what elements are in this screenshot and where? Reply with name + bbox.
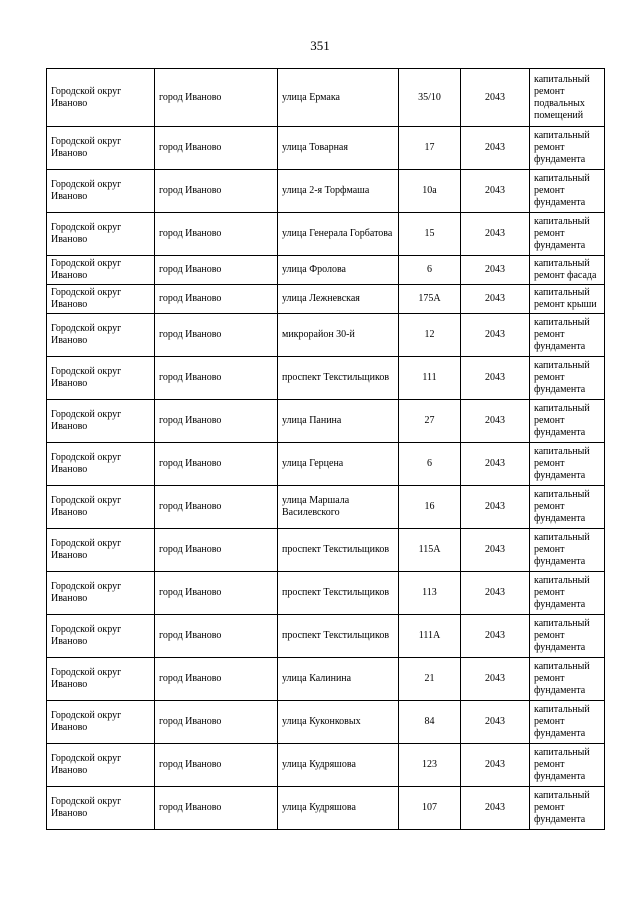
street-cell: проспект Текстильщиков bbox=[278, 572, 399, 615]
district-cell: Городской округ Иваново bbox=[47, 170, 155, 213]
district-cell: Городской округ Иваново bbox=[47, 486, 155, 529]
house-cell: 113 bbox=[399, 572, 461, 615]
year-cell: 2043 bbox=[461, 213, 530, 256]
year-cell: 2043 bbox=[461, 170, 530, 213]
house-cell: 115А bbox=[399, 529, 461, 572]
city-cell: город Иваново bbox=[155, 69, 278, 127]
street-cell: улица Кудряшова bbox=[278, 744, 399, 787]
work-type-cell: капитальный ремонт фундамента bbox=[530, 127, 605, 170]
year-cell: 2043 bbox=[461, 256, 530, 285]
street-cell: улица Фролова bbox=[278, 256, 399, 285]
city-cell: город Иваново bbox=[155, 572, 278, 615]
house-cell: 84 bbox=[399, 701, 461, 744]
table-row bbox=[47, 69, 605, 127]
work-type-cell: капитальный ремонт подвальных помещений bbox=[530, 69, 605, 127]
district-cell: Городской округ Иваново bbox=[47, 357, 155, 400]
street-cell: проспект Текстильщиков bbox=[278, 529, 399, 572]
district-cell: Городской округ Иваново bbox=[47, 787, 155, 830]
work-type-cell: капитальный ремонт фундамента bbox=[530, 701, 605, 744]
work-type-cell: капитальный ремонт фундамента bbox=[530, 357, 605, 400]
district-cell: Городской округ Иваново bbox=[47, 443, 155, 486]
city-cell: город Иваново bbox=[155, 400, 278, 443]
district-cell: Городской округ Иваново bbox=[47, 314, 155, 357]
work-type-cell: капитальный ремонт фундамента bbox=[530, 400, 605, 443]
table-row bbox=[47, 256, 605, 285]
year-cell: 2043 bbox=[461, 285, 530, 314]
year-cell: 2043 bbox=[461, 787, 530, 830]
table-row bbox=[47, 486, 605, 529]
year-cell: 2043 bbox=[461, 314, 530, 357]
city-cell: город Иваново bbox=[155, 213, 278, 256]
house-cell: 107 bbox=[399, 787, 461, 830]
table-row bbox=[47, 400, 605, 443]
table-row bbox=[47, 615, 605, 658]
district-cell: Городской округ Иваново bbox=[47, 400, 155, 443]
table-row bbox=[47, 529, 605, 572]
year-cell: 2043 bbox=[461, 658, 530, 701]
district-cell: Городской округ Иваново bbox=[47, 213, 155, 256]
district-cell: Городской округ Иваново bbox=[47, 572, 155, 615]
house-cell: 10а bbox=[399, 170, 461, 213]
street-cell: улица Куконковых bbox=[278, 701, 399, 744]
table-row bbox=[47, 443, 605, 486]
year-cell: 2043 bbox=[461, 69, 530, 127]
work-type-cell: капитальный ремонт фундамента bbox=[530, 529, 605, 572]
house-cell: 111 bbox=[399, 357, 461, 400]
district-cell: Городской округ Иваново bbox=[47, 615, 155, 658]
street-cell: проспект Текстильщиков bbox=[278, 357, 399, 400]
city-cell: город Иваново bbox=[155, 170, 278, 213]
house-cell: 111А bbox=[399, 615, 461, 658]
street-cell: улица Генерала Горбатова bbox=[278, 213, 399, 256]
year-cell: 2043 bbox=[461, 127, 530, 170]
work-type-cell: капитальный ремонт фундамента bbox=[530, 213, 605, 256]
house-cell: 6 bbox=[399, 256, 461, 285]
table-row bbox=[47, 285, 605, 314]
street-cell: улица Ермака bbox=[278, 69, 399, 127]
table-row bbox=[47, 170, 605, 213]
work-type-cell: капитальный ремонт фундамента bbox=[530, 443, 605, 486]
street-cell: улица Кудряшова bbox=[278, 787, 399, 830]
district-cell: Городской округ Иваново bbox=[47, 529, 155, 572]
city-cell: город Иваново bbox=[155, 486, 278, 529]
work-type-cell: капитальный ремонт фундамента bbox=[530, 615, 605, 658]
city-cell: город Иваново bbox=[155, 127, 278, 170]
table-row bbox=[47, 658, 605, 701]
city-cell: город Иваново bbox=[155, 787, 278, 830]
city-cell: город Иваново bbox=[155, 744, 278, 787]
work-type-cell: капитальный ремонт крыши bbox=[530, 285, 605, 314]
street-cell: улица Панина bbox=[278, 400, 399, 443]
page-number: 351 bbox=[310, 38, 330, 53]
year-cell: 2043 bbox=[461, 357, 530, 400]
city-cell: город Иваново bbox=[155, 443, 278, 486]
repair-schedule-table bbox=[46, 68, 605, 830]
district-cell: Городской округ Иваново bbox=[47, 701, 155, 744]
city-cell: город Иваново bbox=[155, 615, 278, 658]
city-cell: город Иваново bbox=[155, 529, 278, 572]
work-type-cell: капитальный ремонт фундамента bbox=[530, 314, 605, 357]
work-type-cell: капитальный ремонт фасада bbox=[530, 256, 605, 285]
work-type-cell: капитальный ремонт фундамента bbox=[530, 787, 605, 830]
city-cell: город Иваново bbox=[155, 701, 278, 744]
street-cell: улица Товарная bbox=[278, 127, 399, 170]
house-cell: 21 bbox=[399, 658, 461, 701]
year-cell: 2043 bbox=[461, 615, 530, 658]
table-row bbox=[47, 314, 605, 357]
house-cell: 12 bbox=[399, 314, 461, 357]
table-row bbox=[47, 572, 605, 615]
city-cell: город Иваново bbox=[155, 314, 278, 357]
street-cell: улица Герцена bbox=[278, 443, 399, 486]
table-row bbox=[47, 357, 605, 400]
year-cell: 2043 bbox=[461, 400, 530, 443]
house-cell: 17 bbox=[399, 127, 461, 170]
table-row bbox=[47, 787, 605, 830]
work-type-cell: капитальный ремонт фундамента bbox=[530, 744, 605, 787]
district-cell: Городской округ Иваново bbox=[47, 127, 155, 170]
house-cell: 27 bbox=[399, 400, 461, 443]
street-cell: улица 2-я Торфмаша bbox=[278, 170, 399, 213]
city-cell: город Иваново bbox=[155, 256, 278, 285]
district-cell: Городской округ Иваново bbox=[47, 744, 155, 787]
city-cell: город Иваново bbox=[155, 285, 278, 314]
house-cell: 15 bbox=[399, 213, 461, 256]
table-row bbox=[47, 701, 605, 744]
house-cell: 123 bbox=[399, 744, 461, 787]
house-cell: 35/10 bbox=[399, 69, 461, 127]
house-cell: 6 bbox=[399, 443, 461, 486]
street-cell: улица Маршала Василевского bbox=[278, 486, 399, 529]
year-cell: 2043 bbox=[461, 529, 530, 572]
city-cell: город Иваново bbox=[155, 658, 278, 701]
house-cell: 175А bbox=[399, 285, 461, 314]
year-cell: 2043 bbox=[461, 486, 530, 529]
house-cell: 16 bbox=[399, 486, 461, 529]
table-row bbox=[47, 213, 605, 256]
city-cell: город Иваново bbox=[155, 357, 278, 400]
district-cell: Городской округ Иваново bbox=[47, 285, 155, 314]
year-cell: 2043 bbox=[461, 572, 530, 615]
work-type-cell: капитальный ремонт фундамента bbox=[530, 572, 605, 615]
street-cell: микрорайон 30-й bbox=[278, 314, 399, 357]
street-cell: улица Калинина bbox=[278, 658, 399, 701]
district-cell: Городской округ Иваново bbox=[47, 658, 155, 701]
work-type-cell: капитальный ремонт фундамента bbox=[530, 658, 605, 701]
district-cell: Городской округ Иваново bbox=[47, 69, 155, 127]
work-type-cell: капитальный ремонт фундамента bbox=[530, 486, 605, 529]
year-cell: 2043 bbox=[461, 744, 530, 787]
street-cell: улица Лежневская bbox=[278, 285, 399, 314]
street-cell: проспект Текстильщиков bbox=[278, 615, 399, 658]
table-row bbox=[47, 744, 605, 787]
year-cell: 2043 bbox=[461, 701, 530, 744]
district-cell: Городской округ Иваново bbox=[47, 256, 155, 285]
year-cell: 2043 bbox=[461, 443, 530, 486]
work-type-cell: капитальный ремонт фундамента bbox=[530, 170, 605, 213]
table-row bbox=[47, 127, 605, 170]
